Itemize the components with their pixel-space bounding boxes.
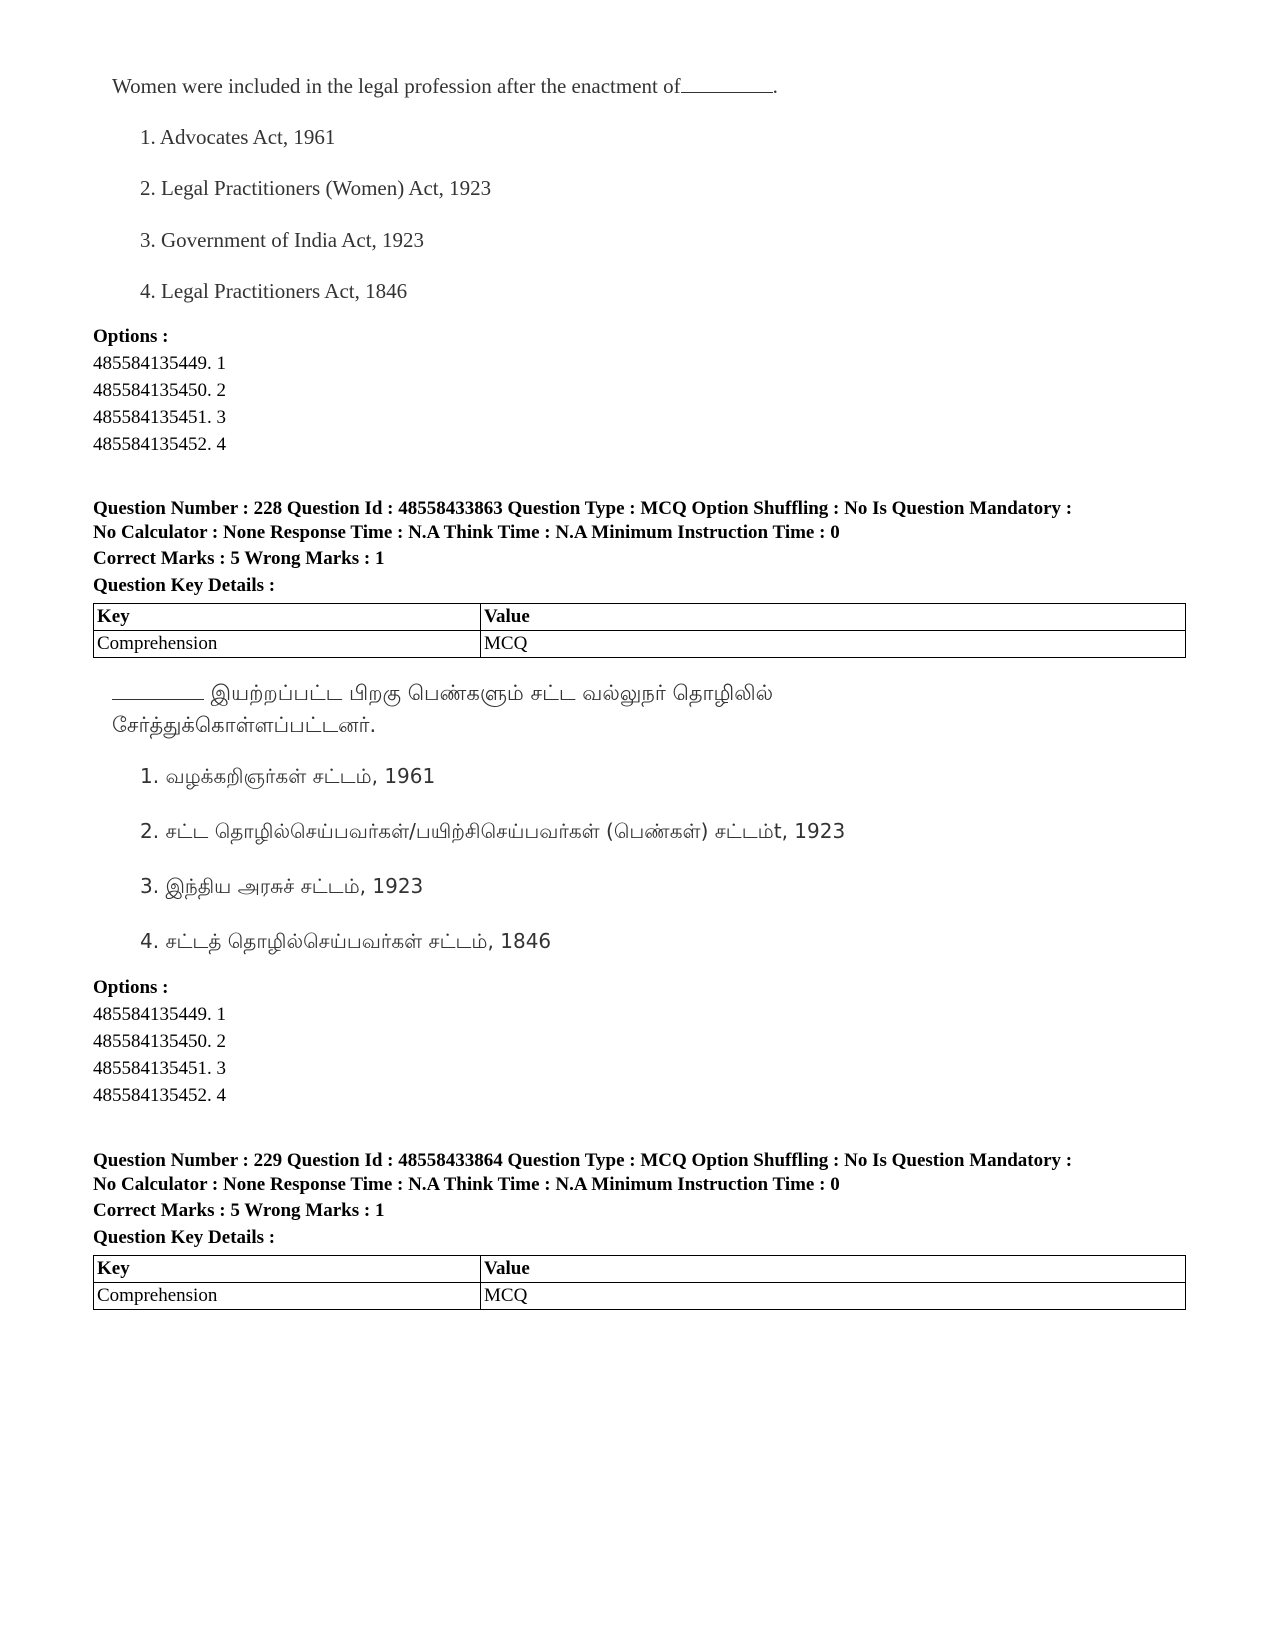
question-option: 3. இந்திய அரசுச் சட்டம், 1923	[140, 874, 424, 898]
question-option: 4. சட்டத் தொழில்செய்பவர்கள் சட்டம், 1846	[140, 929, 552, 953]
question-meta-line-2: No Calculator : None Response Time : N.A Think Time : N.A Minimum Instruction Time : 0	[93, 1174, 840, 1195]
answer-blank	[112, 681, 204, 700]
table-cell-key: Comprehension	[94, 1283, 481, 1310]
question-key-table	[93, 1255, 1186, 1310]
table-header-key: Key	[94, 604, 481, 631]
answer-blank	[681, 74, 773, 93]
question-stem-tamil	[112, 677, 992, 741]
table-row	[94, 1283, 1186, 1310]
option-id-line: 485584135451. 3	[93, 1058, 226, 1079]
question-key-details-heading: Question Key Details :	[93, 1227, 276, 1248]
option-id-line: 485584135452. 4	[93, 434, 226, 455]
question-option: 4. Legal Practitioners Act, 1846	[140, 279, 408, 303]
table-header-key: Key	[94, 1256, 481, 1283]
table-cell-value: MCQ	[481, 1283, 1186, 1310]
options-heading: Options :	[93, 977, 169, 998]
option-id-line: 485584135450. 2	[93, 380, 226, 401]
question-meta-line-1: Question Number : 229 Question Id : 48558433864 Question Type : MCQ Option Shuffling : No Is Question Mandatory :	[93, 1150, 1073, 1171]
question-option: 2. சட்ட தொழில்செய்பவர்கள்/பயிற்சிசெய்பவர்கள் (பெண்கள்) சட்டம்t, 1923	[140, 819, 846, 843]
question-stem-end: .	[772, 74, 778, 98]
table-header-value: Value	[481, 604, 1186, 631]
table-header-value: Value	[481, 1256, 1186, 1283]
option-id-line: 485584135449. 1	[93, 1004, 226, 1025]
question-meta-line-2: No Calculator : None Response Time : N.A Think Time : N.A Minimum Instruction Time : 0	[93, 522, 840, 543]
question-stem-text: இயற்றப்பட்ட பிறகு பெண்களும் சட்ட வல்லுநர் தொழிலில் சேர்த்துக்கொள்ளப்பட்டனர்.	[112, 681, 774, 737]
question-stem-text: Women were included in the legal profession after the enactment of	[112, 74, 681, 98]
question-option: 3. Government of India Act, 1923	[140, 228, 425, 252]
question-stem-english	[112, 74, 778, 99]
table-header-row	[94, 1256, 1186, 1283]
question-marks: Correct Marks : 5 Wrong Marks : 1	[93, 1200, 385, 1221]
table-row	[94, 631, 1186, 658]
question-key-details-heading: Question Key Details :	[93, 575, 276, 596]
option-id-line: 485584135451. 3	[93, 407, 226, 428]
question-marks: Correct Marks : 5 Wrong Marks : 1	[93, 548, 385, 569]
question-option: 1. வழக்கறிஞர்கள் சட்டம், 1961	[140, 764, 436, 788]
question-option: 1. Advocates Act, 1961	[140, 125, 336, 149]
table-cell-value: MCQ	[481, 631, 1186, 658]
options-heading: Options :	[93, 326, 169, 347]
table-header-row	[94, 604, 1186, 631]
question-meta-line-1: Question Number : 228 Question Id : 48558433863 Question Type : MCQ Option Shuffling : No Is Question Mandatory :	[93, 498, 1073, 519]
question-option: 2. Legal Practitioners (Women) Act, 1923	[140, 176, 492, 200]
option-id-line: 485584135449. 1	[93, 353, 226, 374]
option-id-line: 485584135452. 4	[93, 1085, 226, 1106]
question-meta	[93, 1149, 1193, 1197]
option-id-line: 485584135450. 2	[93, 1031, 226, 1052]
table-cell-key: Comprehension	[94, 631, 481, 658]
question-key-table	[93, 603, 1186, 658]
question-meta	[93, 497, 1193, 545]
